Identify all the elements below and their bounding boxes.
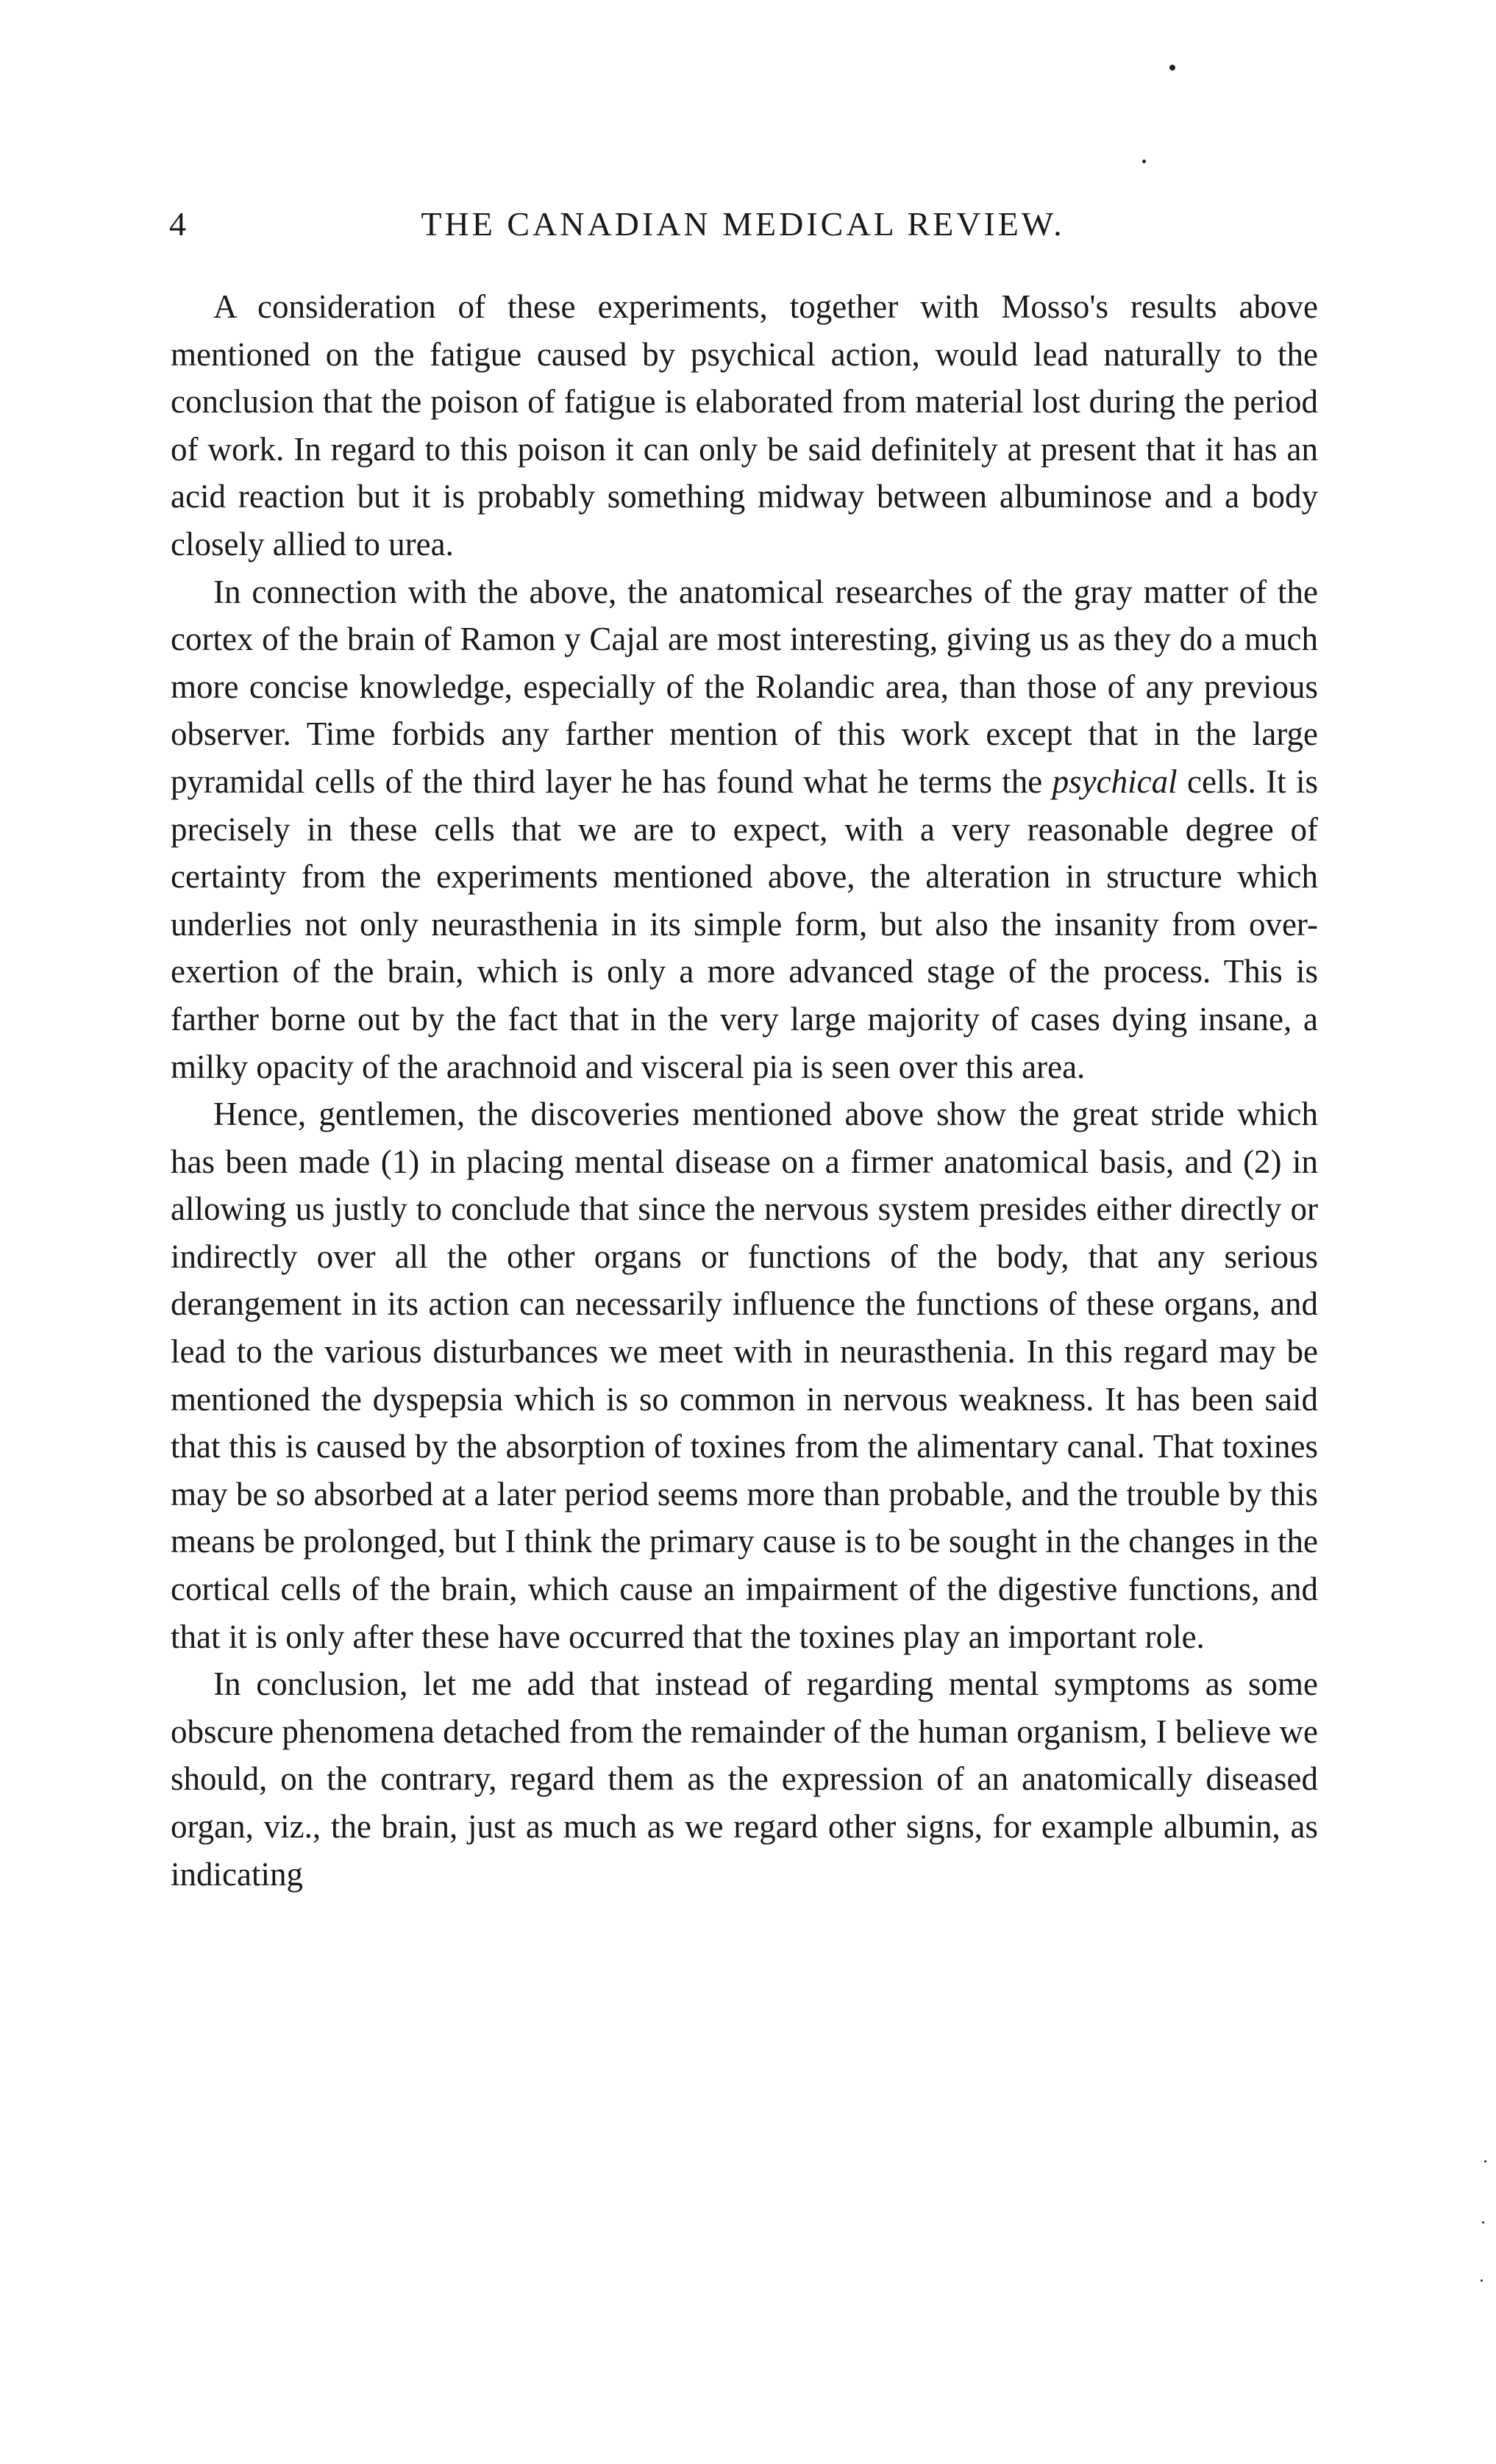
running-title: THE CANADIAN MEDICAL REVIEW. — [421, 205, 1065, 243]
scan-speck — [1169, 65, 1175, 71]
scan-speck — [1482, 2221, 1484, 2224]
paragraph-1: A consideration of these experiments, together with Mosso's results above mentioned on the fatigue caused by psychical action, would lead naturally to the conclusion that the poison of fatigue is elaborated from material lost during the period of work. In regard to this poison it can only be said definitely at present that it has an acid reaction but it is probably something midway between albuminose and a body closely allied to urea. — [171, 288, 1318, 563]
page-header — [169, 199, 1317, 250]
scan-speck — [1481, 2279, 1483, 2282]
paragraph-2-italic-term: psychical — [1052, 763, 1178, 800]
paragraph-3: Hence, gentlemen, the discoveries mentioned above show the great stride which has been made (1) in placing mental disease on a firmer anatomical basis, and (2) in allowing us justly to conclude that since the nervous system presides either directly or indirectly over all the other organs or functions of the body, that any serious derangement in its action can necessarily influence the functions of these organs, and lead to the various disturbances we meet with in neurasthenia. In this regard may be mentioned the dyspepsia which is so common in nervous weakness. It has been said that this is caused by the absorption of toxines from the alimentary canal. That toxines may be so absorbed at a later period seems more than probable, and the trouble by this means be prolonged, but I think the primary cause is to be sought in the changes in the cortical cells of the brain, which cause an impairment of the digestive functions, and that it is only after these have occurred that the toxines play an important role. — [171, 1096, 1318, 1655]
page-number: 4 — [169, 205, 186, 243]
scan-speck — [1142, 160, 1146, 163]
paragraph-4: In conclusion, let me add that instead of regarding mental symptoms as some obscure phenomena detached from the remainder of the human organism, I believe we should, on the contrary, regard them as the expression of an anatomically diseased organ, viz., the brain, just as much as we regard other signs, for example albumin, as indicating — [171, 1665, 1318, 1893]
paragraph-2-text-end: cells. It is precisely in these cells that we are to expect, with a very reasonable degree of certainty from the experiments mentioned above, the alteration in structure which underlies not only neurasthenia in its simple form, but also the insanity from over-exertion of the brain, which is only a more advanced stage of the process. This is farther borne out by the fact that in the very large majority of cases dying insane, a milky opacity of the arachnoid and visceral pia is seen over this area. — [171, 763, 1318, 1085]
paragraph-2 — [171, 568, 1318, 1091]
scan-speck — [1484, 2160, 1486, 2163]
paragraph-2-text-start: In connection with the above, the anatomical researches of the gray matter of the cortex of the brain of Ramon y Cajal are most interesting, giving us as they do a much more concise knowledge, especially of the Rolandic area, than those of any previous observer. Time forbids any farther mention of this work except that in the large pyramidal cells of the third layer he has found what he terms the — [171, 573, 1318, 800]
article-body — [171, 283, 1318, 1898]
